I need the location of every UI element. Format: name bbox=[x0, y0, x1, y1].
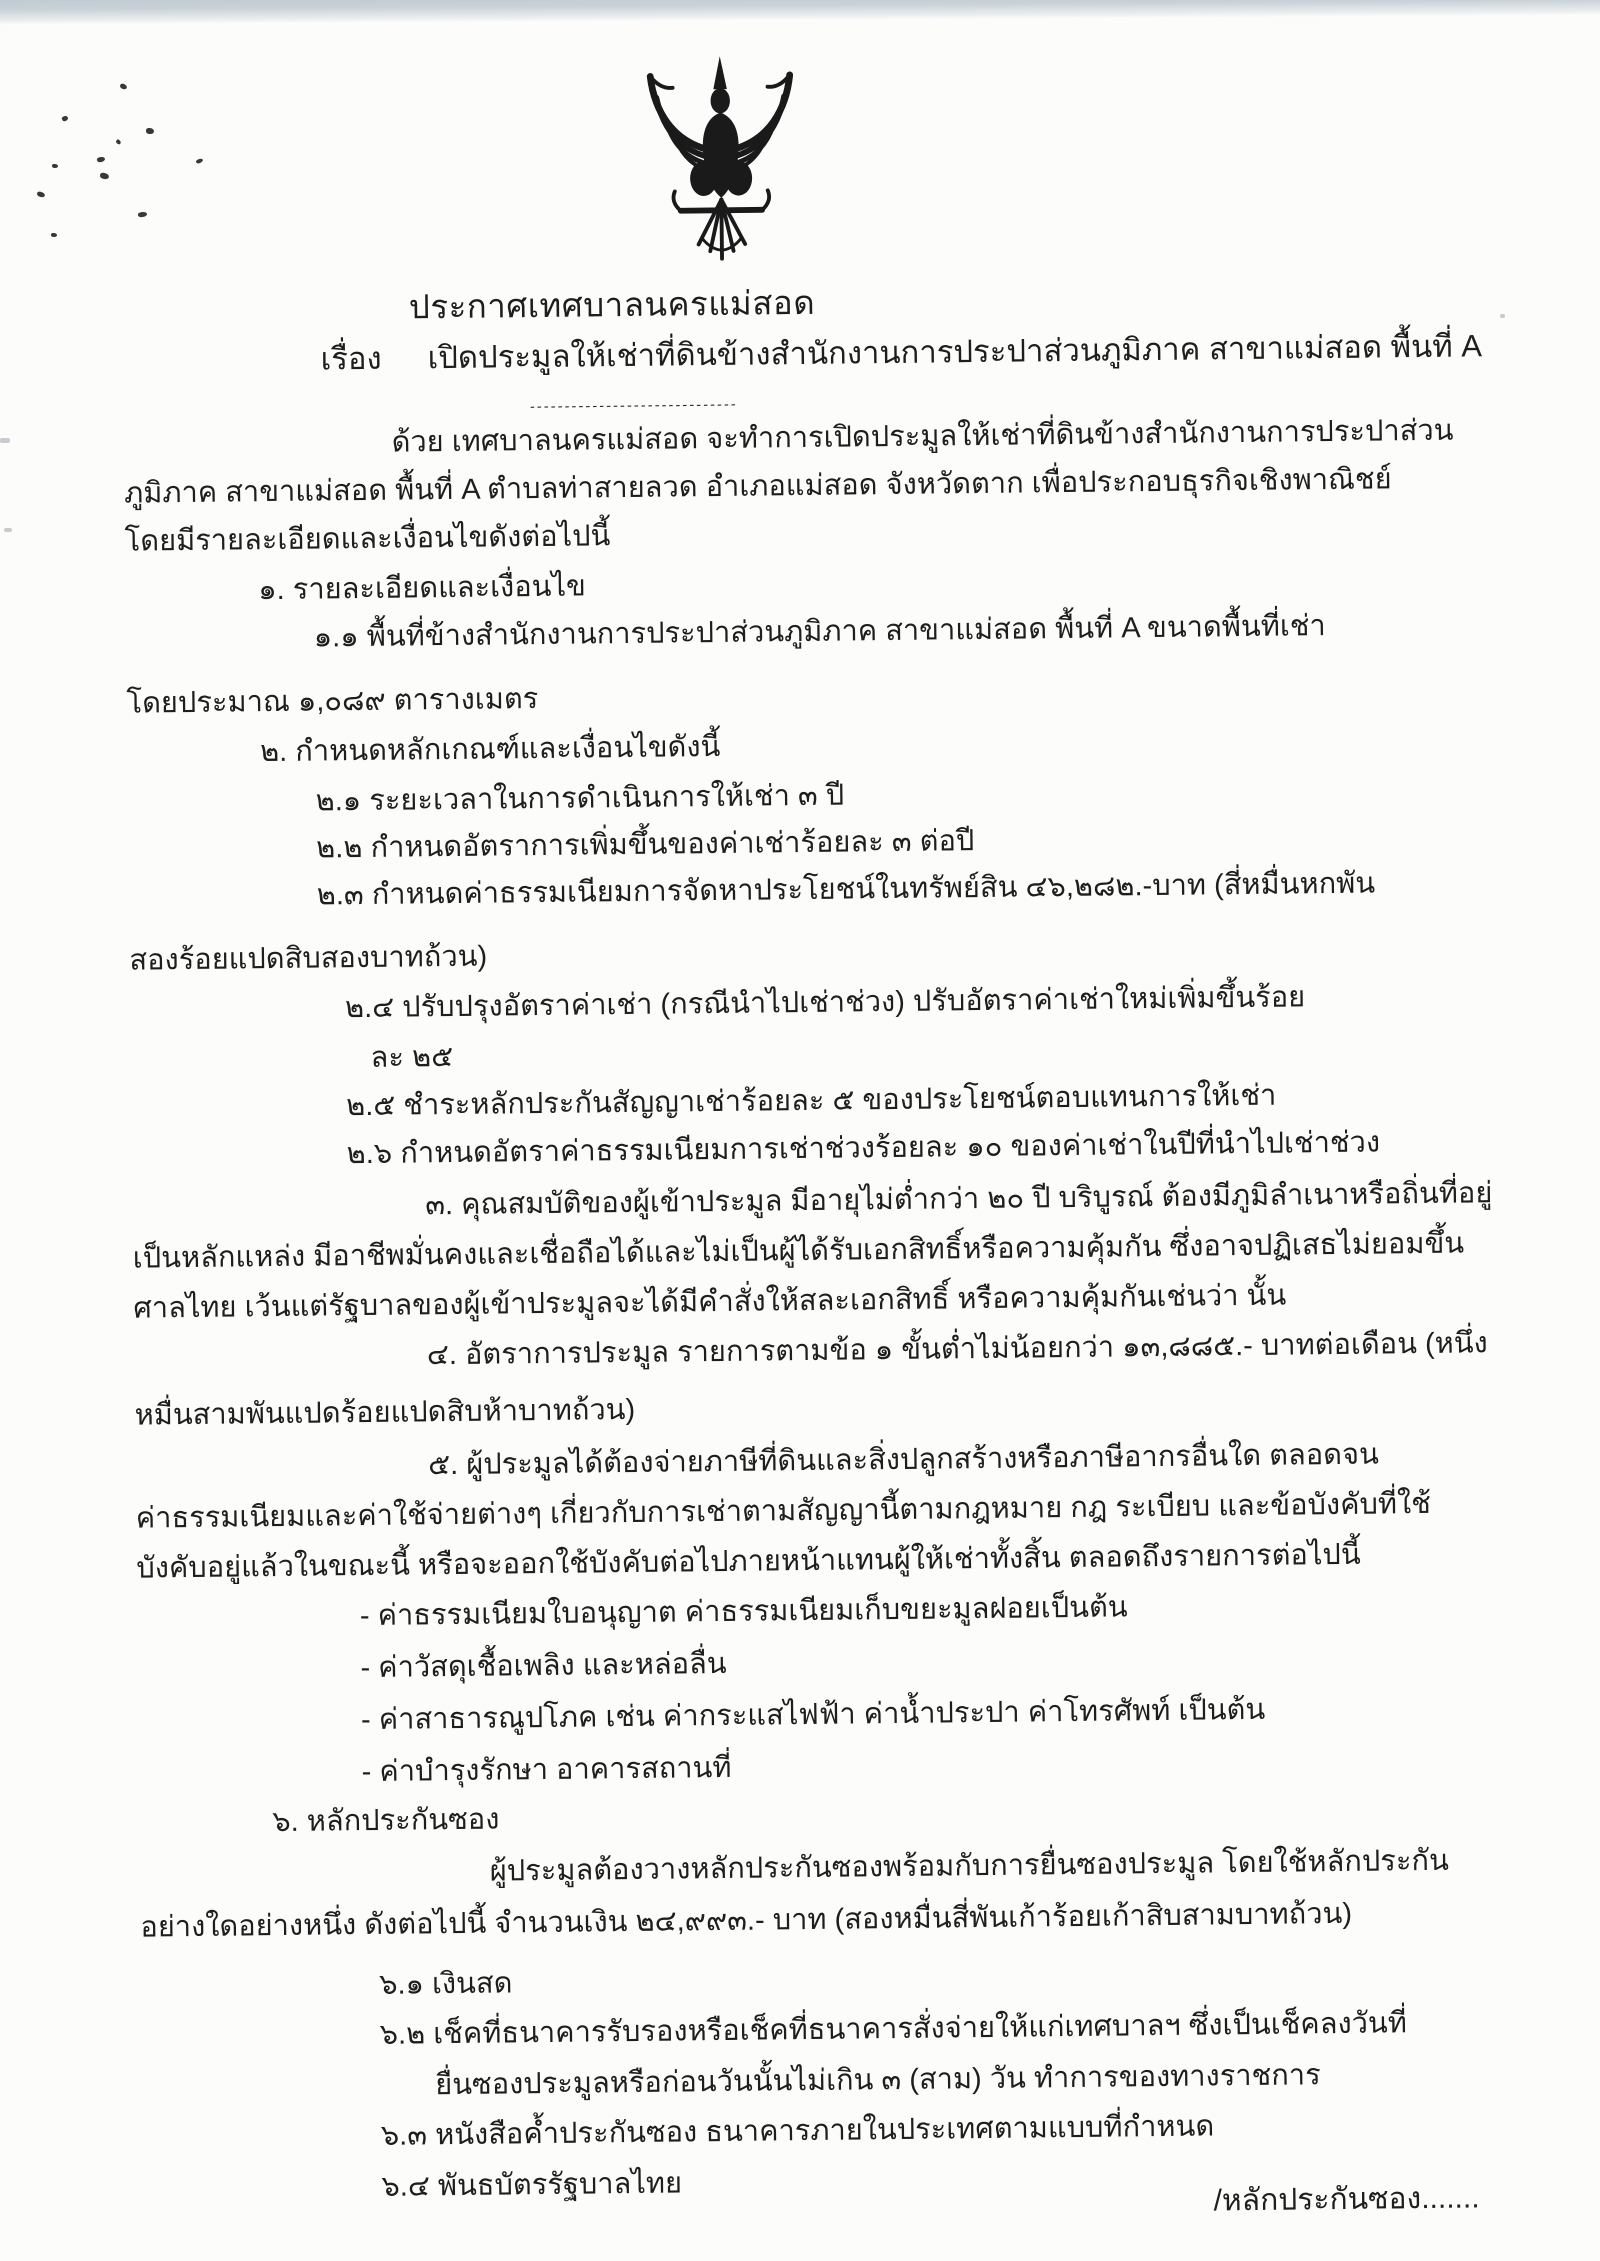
doc-line: ๒.๔ ปรับปรุงอัตราค่าเช่า (กรณีนำไปเช่าช่วง) ปรับอัตราค่าเช่าใหม่เพิ่มขึ้นร้อย bbox=[344, 981, 1306, 1025]
doc-line: ๖.๓ หนังสือค้ำประกันซอง ธนาคารภายในประเทศตามแบบที่กำหนด bbox=[380, 2110, 1215, 2152]
page-continuation-note: /หลักประกันซอง....... bbox=[1213, 2181, 1480, 2218]
scan-smudge bbox=[1500, 314, 1505, 318]
doc-line: ๒.๖ กำหนดอัตราค่าธรรมเนียมการเช่าช่วงร้อยละ ๑๐ ของค่าเช่าในปีที่นำไปเช่าช่วง bbox=[346, 1126, 1381, 1171]
subject-text: เปิดประมูลให้เช่าที่ดินข้างสำนักงานการประปาส่วนภูมิภาค สาขาแม่สอด พื้นที่ A bbox=[427, 328, 1483, 376]
doc-line: ๖.๒ เช็คที่ธนาคารรับรองหรือเช็คที่ธนาคารสั่งจ่ายให้แก่เทศบาลฯ ซึ่งเป็นเช็คลงวันที่ bbox=[379, 2007, 1408, 2051]
doc-line: - ค่าวัสดุเชื้อเพลิง และหล่อลื่น bbox=[360, 1647, 727, 1685]
doc-line: ค่าธรรมเนียมและค่าใช้จ่ายต่างๆ เกี่ยวกับการเช่าตามสัญญานี้ตามกฎหมาย กฎ ระเบียบ และข้อบังคับที่ใช้ bbox=[135, 1487, 1432, 1535]
doc-line: ยื่นซองประมูลหรือก่อนวันนั้นไม่เกิน ๓ (สาม) วัน ทำการของทางราชการ bbox=[435, 2059, 1321, 2102]
doc-line: โดยประมาณ ๑,๐๘๙ ตารางเมตร bbox=[126, 682, 539, 720]
doc-line: ๒.๓ กำหนดค่าธรรมเนียมการจัดหาประโยชน์ในทรัพย์สิน ๔๖,๒๘๒.-บาท (สี่หมื่นหกพัน bbox=[316, 867, 1376, 912]
doc-line: เป็นหลักแหล่ง มีอาชีพมั่นคงและเชื่อถือได้และไม่เป็นผู้ได้รับเอกสิทธิ์หรือความคุ้มกัน ซึ่งอาจปฏิเสธไม่ยอมขึ้น bbox=[132, 1227, 1465, 1275]
doc-line: ๔. อัตราการประมูล รายการตามข้อ ๑ ขั้นต่ำไม่น้อยกว่า ๑๓,๘๘๕.- บาทต่อเดือน (หนึ่ง bbox=[426, 1327, 1488, 1372]
doc-line: ๕. ผู้ประมูลได้ต้องจ่ายภาษีที่ดินและสิ่งปลูกสร้างหรือภาษีอากรอื่นใด ตลอดจน bbox=[428, 1438, 1379, 1482]
doc-line: ๒.๒ กำหนดอัตราการเพิ่มขึ้นของค่าเช่าร้อยละ ๓ ต่อปี bbox=[316, 825, 975, 865]
doc-line: ละ ๒๕ bbox=[370, 1040, 454, 1074]
subject-label: เรื่อง bbox=[320, 340, 382, 377]
doc-line: ๖.๔ พันธบัตรรัฐบาลไทย bbox=[381, 2167, 683, 2203]
doc-line: สองร้อยแปดสิบสองบาทถ้วน) bbox=[129, 940, 488, 977]
garuda-emblem-icon bbox=[642, 46, 800, 276]
doc-line: ๖.๑ เงินสด bbox=[378, 1967, 513, 2001]
divider-dashes: ------------------------------ bbox=[528, 396, 737, 416]
doc-line: ๑. รายละเอียดและเงื่อนไข bbox=[258, 570, 587, 607]
page-title: ประกาศเทศบาลนครแม่สอด bbox=[408, 283, 816, 326]
doc-line: ๒. กำหนดหลักเกณฑ์และเงื่อนไขดังนี้ bbox=[259, 730, 721, 769]
scan-speck bbox=[146, 128, 154, 134]
scan-speck bbox=[51, 233, 57, 237]
scan-smudge bbox=[0, 438, 10, 443]
doc-line: ๑.๑ พื้นที่ข้างสำนักงานการประปาส่วนภูมิภาค สาขาแม่สอด พื้นที่ A ขนาดพื้นที่เช่า bbox=[313, 610, 1326, 654]
doc-line: อย่างใดอย่างหนึ่ง ดังต่อไปนี้ จำนวนเงิน ๒๔,๙๙๓.- บาท (สองหมื่นสี่พันเก้าร้อยเก้าสิบสามบาทถ้วน) bbox=[140, 1897, 1353, 1944]
doc-line: ๖. หลักประกันซอง bbox=[272, 1803, 500, 1839]
doc-line: ผู้ประมูลต้องวางหลักประกันซองพร้อมกับการยื่นซองประมูล โดยใช้หลักประกัน bbox=[489, 1844, 1449, 1888]
scan-speck bbox=[52, 164, 58, 168]
doc-line: - ค่าบำรุงรักษา อาคารสถานที่ bbox=[361, 1751, 732, 1789]
doc-line: - ค่าธรรมเนียมใบอนุญาต ค่าธรรมเนียมเก็บขยะมูลฝอยเป็นต้น bbox=[359, 1591, 1128, 1633]
doc-line: ภูมิภาค สาขาแม่สอด พื้นที่ A ตำบลท่าสายลวด อำเภอแม่สอด จังหวัดตาก เพื่อประกอบธุรกิจเชิงพาณิชย์ bbox=[123, 463, 1392, 510]
doc-line: ๒.๕ ชำระหลักประกันสัญญาเช่าร้อยละ ๕ ของประโยชน์ตอบแทนการให้เช่า bbox=[345, 1079, 1277, 1123]
doc-line: ๒.๑ ระยะเวลาในการดำเนินการให้เช่า ๓ ปี bbox=[315, 779, 845, 818]
scan-smudge bbox=[4, 528, 12, 532]
doc-line: ด้วย เทศบาลนครแม่สอด จะทำการเปิดประมูลให้เช่าที่ดินข้างสำนักงานการประปาส่วน bbox=[391, 414, 1454, 459]
doc-line: ๓. คุณสมบัติของผู้เข้าประมูล มีอายุไม่ต่ำกว่า ๒๐ ปี บริบูรณ์ ต้องมีภูมิลำเนาหรือถิ่นที่อยู่ bbox=[425, 1177, 1493, 1222]
doc-line: บังคับอยู่แล้วในขณะนี้ หรือจะออกใช้บังคับต่อไปภายหน้าแทนผู้ให้เช่าทั้งสิ้น ตลอดถึงรายการต่อไปนี้ bbox=[136, 1538, 1361, 1585]
doc-line: - ค่าสาธารณูปโภค เช่น ค่ากระแสไฟฟ้า ค่าน้ำประปา ค่าโทรศัพท์ เป็นต้น bbox=[360, 1693, 1266, 1737]
doc-line: ศาลไทย เว้นแต่รัฐบาลของผู้เข้าประมูลจะได้มีคำสั่งให้สละเอกสิทธิ์ หรือความคุ้มกันเช่นว่า นั้น bbox=[133, 1279, 1287, 1325]
doc-line: โดยมีรายละเอียดและเงื่อนไขดังต่อไปนี้ bbox=[124, 520, 611, 558]
doc-line: หมื่นสามพันแปดร้อยแปดสิบห้าบาทถ้วน) bbox=[134, 1393, 636, 1432]
